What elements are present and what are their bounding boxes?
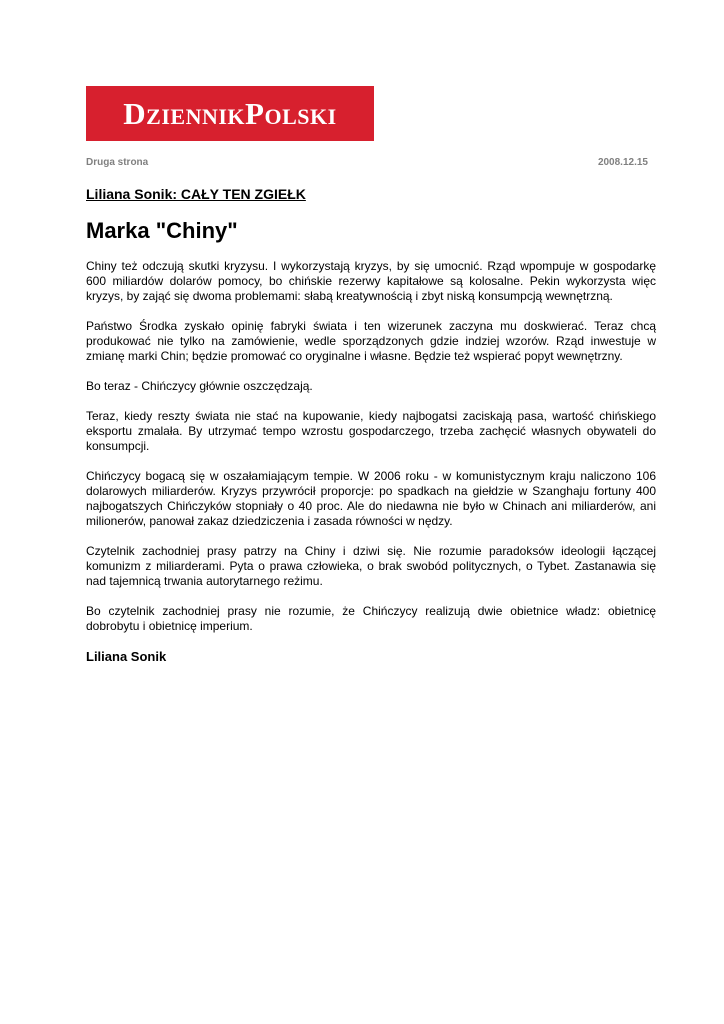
column-title: Liliana Sonik: CAŁY TEN ZGIEŁK (86, 186, 306, 202)
meta-row (86, 157, 648, 168)
article-paragraph: Bo czytelnik zachodniej prasy nie rozumie, że Chińczycy realizują dwie obietnice władz: obietnicę dobrobytu i obietnicę imperium. (86, 604, 656, 633)
article-paragraph: Teraz, kiedy reszty świata nie stać na kupowanie, kiedy najbogatsi zaciskają pasa, wartość chińskiego eksportu zmalała. By utrzymać tempo wzrostu gospodarczego, trzeba zachęcić własnych obywateli do konsumpcji. (86, 409, 656, 453)
article-paragraph: Chiny też odczują skutki kryzysu. I wykorzystają kryzys, by się umocnić. Rząd wpompuje w gospodarkę 600 miliardów dolarów pomocy, bo chińskie rezerwy kapitałowe są kolosalne. Pekin wykorzysta więc kryzys, by zająć się dwoma problemami: słabą kreatywnością i zbyt niską konsumpcją wewnętrzną. (86, 259, 656, 303)
masthead-logo (86, 86, 374, 141)
article-paragraph: Bo teraz - Chińczycy głównie oszczędzają. (86, 379, 313, 393)
article-paragraph: Czytelnik zachodniej prasy patrzy na Chiny i dziwi się. Nie rozumie paradoksów ideologii łączącej komunizm z miliarderami. Pyta o prawa człowieka, o brak swobód politycznych, o Tybet. Zastanawia się nad tajemnicą trwania autorytarnego reżimu. (86, 544, 656, 588)
article-paragraph: Państwo Środka zyskało opinię fabryki świata i ten wizerunek zaczyna mu doskwierać. Teraz chcą produkować nie tylko na zamówienie, wedle sporządzonych gdzie indziej wzorów. Rząd inwestuje w zmianę marki Chin; będzie promować co oryginalne i własne. Będzie też wspierać popyt wewnętrzny. (86, 319, 656, 363)
article-body (86, 259, 656, 664)
author-signature: Liliana Sonik (86, 649, 167, 664)
page-title: Marka "Chiny" (86, 218, 238, 243)
publication-date: 2008.12.15 (597, 157, 648, 168)
masthead-logo-text: DziennikPolski (123, 96, 337, 131)
article-paragraph: Chińczycy bogacą się w oszałamiającym tempie. W 2006 roku - w komunistycznym kraju naliczono 106 dolarowych miliarderów. Kryzys przywrócił proporcje: po spadkach na giełdzie w Szanghaju fortuny 400 najbogatszych Chińczyków stopniały o 40 proc. Ale do niedawna nie było w Chinach ani miliarderów, ani milionerów, panował zakaz dziedziczenia i zasada równości w nędzy. (86, 469, 656, 528)
section-label: Druga strona (86, 157, 149, 168)
